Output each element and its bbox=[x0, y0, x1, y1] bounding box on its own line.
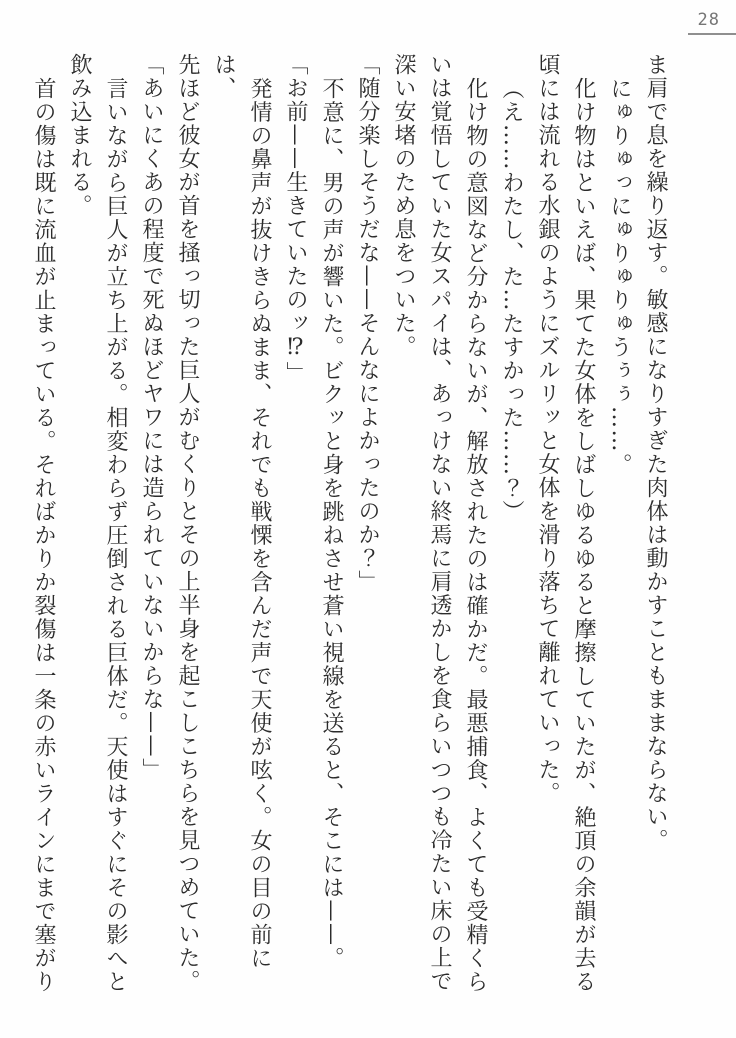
text-line: 「あいにくあの程度で死ぬほどヤワには造られていないからな——」 bbox=[139, 53, 164, 782]
text-line: （え……わたし、た…たすかった……？） bbox=[499, 76, 524, 523]
text-line: 発情の鼻声が抜けきらぬまま、それでも戦慄を含んだ声で天使が呟く。女の目の前には、 bbox=[211, 53, 272, 970]
text-columns bbox=[25, 53, 673, 997]
text-line: 不意に、男の声が響いた。ビクッと身を跳ねさせ蒼い視線を送ると、そこには——。 bbox=[319, 76, 344, 970]
text-line: 化け物はといえば、果てた女体をしばしゆるゆると摩擦していたが、絶頂の余韻が去る bbox=[571, 76, 596, 993]
text-line: 深い安堵のため息をついた。 bbox=[391, 53, 416, 359]
text-line: 「お前——生きていたのッ⁉」 bbox=[283, 53, 308, 385]
text-line: 「随分楽しそうだな——そんなによかったのか？」 bbox=[355, 53, 380, 594]
page-number: 28 bbox=[697, 10, 720, 30]
text-line: 頃には流れる水銀のようにズルリッと女体を滑り落ちて離れていった。 bbox=[535, 53, 560, 805]
text-line: 首の傷は既に流血が止まっている。そればかりか裂傷は一条の赤いラインにまで塞がり bbox=[31, 76, 56, 993]
text-line: 言いながら巨人が立ち上がる。相変わらず圧倒される巨体だ。天使はすぐにその影へと bbox=[103, 76, 128, 993]
page-number-rule bbox=[688, 33, 736, 35]
text-line: ま肩で息を繰り返す。敏感になりすぎた肉体は動かすこともままならない。 bbox=[643, 53, 668, 852]
text-line: 飲み込まれる。 bbox=[67, 53, 92, 218]
text-line: 先ほど彼女が首を掻っ切った巨人がむくりとその上半身を起こしこちらを見つめていた。 bbox=[175, 53, 200, 993]
text-line: にゅりゅっにゅりゅりゅうぅぅ……。 bbox=[607, 76, 632, 476]
text-line: 化け物の意図など分からないが、解放されたのは確かだ。最悪捕食、よくても受精くら bbox=[463, 76, 488, 993]
text-line: いは覚悟していた女スパイは、あっけない終焉に肩透かしを食らいつつも冷たい床の上で bbox=[427, 53, 452, 993]
